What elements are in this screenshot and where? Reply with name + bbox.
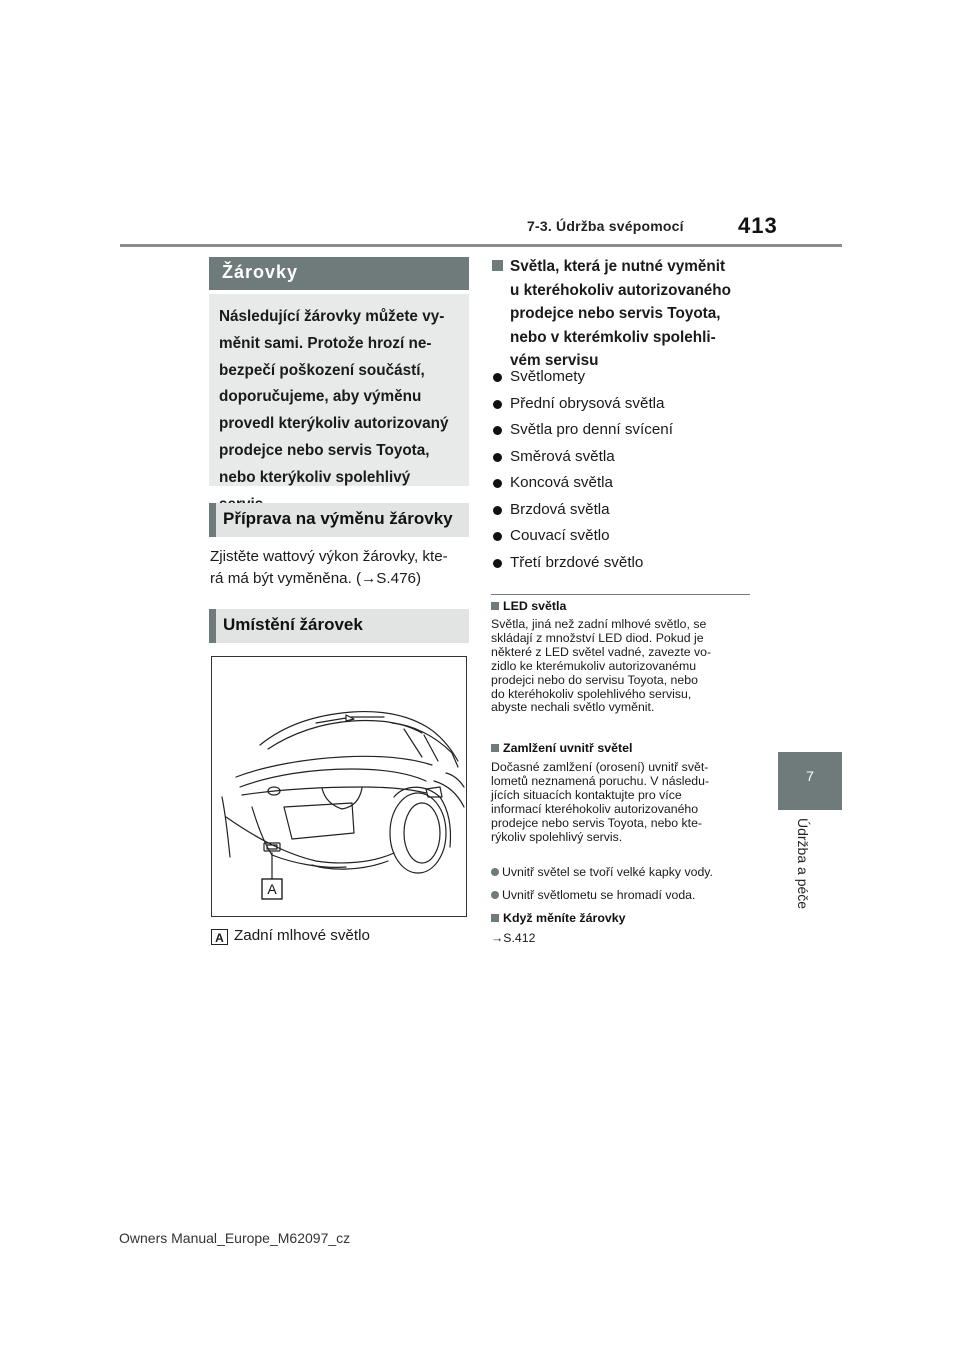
bullet-dot-icon <box>493 506 502 515</box>
bullet-dot-icon <box>493 400 502 409</box>
page-number: 413 <box>738 213 778 238</box>
car-rear-drawing <box>212 657 466 916</box>
note-body-fog: Dočasné zamlžení (orosení) uvnitř svět- lometů neznamená poruchu. V následu- jících situacích kontaktujte pro více informací kteréhokoliv autorizovaného prodejce nebo servis Toyota, nebo kte- rýkoliv spolehlivý servis. <box>491 760 710 844</box>
right-heading-line: vém servisu <box>510 352 599 369</box>
intro-line: nebo kterýkoliv spolehlivý <box>219 468 411 486</box>
note-heading-led: LED světla <box>491 599 566 613</box>
main-heading: Žárovky <box>209 257 469 290</box>
intro-line: provedl kterýkoliv autorizovaný <box>219 415 449 433</box>
header-divider <box>120 244 842 247</box>
section-heading-location: Umístění žárovek <box>209 609 469 643</box>
right-heading-line: u kteréhokoliv autorizovaného <box>510 281 731 299</box>
caption-text: Zadní mlhové světlo <box>234 927 370 944</box>
intro-box <box>209 294 469 486</box>
section-heading-preparation: Příprava na výměnu žárovky <box>209 503 469 537</box>
intro-line: bezpečí poškození součástí, <box>219 361 425 379</box>
bullet-dot-icon <box>493 426 502 435</box>
caption-badge: A <box>211 929 228 945</box>
note-body-led: Světla, jiná než zadní mlhové světlo, se skládají z množství LED diod. Pokud je některé z LED světel vadné, zavezte vo- zidlo ke kterémukoliv autorizovanému prodejci nebo do servisu Toyota, nebo do kteréhokoliv spolehlivého servisu, abyste nechali světlo vyměnit. <box>491 617 712 715</box>
right-heading-line: nebo v kterémkoliv spolehli- <box>510 328 716 346</box>
intro-line: prodejce nebo servis Toyota, <box>219 441 430 459</box>
chapter-number: 7 <box>806 768 814 784</box>
bullet-dot-icon <box>493 453 502 462</box>
car-rear-illustration <box>211 656 467 917</box>
chapter-title: Údržba a péče <box>795 818 811 910</box>
preparation-line: Zjistěte wattový výkon žárovky, kte- <box>210 548 448 565</box>
square-bullet-icon <box>491 914 499 922</box>
figure-callout-label: A <box>267 881 277 897</box>
note-bullet-item: Uvnitř světlometu se hromadí voda. <box>491 888 695 902</box>
square-bullet-icon <box>491 744 499 752</box>
bullet-dot-icon <box>493 559 502 568</box>
section-title: 7-3. Údržba svépomocí <box>527 218 684 234</box>
square-bullet-icon <box>491 602 499 610</box>
intro-line: měnit sami. Protože hrozí ne- <box>219 334 432 352</box>
intro-line: doporučujeme, aby výměnu <box>219 388 422 406</box>
bullet-dot-icon <box>491 891 499 899</box>
preparation-text <box>210 546 448 590</box>
intro-line: Následující žárovky můžete vy- <box>219 308 445 325</box>
bullet-dot-icon <box>493 532 502 541</box>
right-heading-line: prodejce nebo servis Toyota, <box>510 305 721 322</box>
page-reference-link[interactable]: →S.412 <box>491 931 536 945</box>
note-heading-change: Když měníte žárovky <box>491 911 626 925</box>
bullet-dot-icon <box>491 868 499 876</box>
note-heading-fog: Zamlžení uvnitř světel <box>491 741 632 755</box>
footer-text: Owners Manual_Europe_M62097_cz <box>119 1230 351 1246</box>
right-heading-line: Světla, která je nutné vyměnit <box>510 258 726 275</box>
chapter-title-wrap <box>795 818 815 948</box>
note-bullet-item: Uvnitř světel se tvoří velké kapky vody. <box>491 865 713 879</box>
square-bullet-icon <box>492 260 503 271</box>
preparation-line: rá má být vyměněna. (→S.476) <box>210 570 422 587</box>
bullet-dot-icon <box>493 373 502 382</box>
bullet-dot-icon <box>493 479 502 488</box>
notes-divider <box>491 594 750 595</box>
